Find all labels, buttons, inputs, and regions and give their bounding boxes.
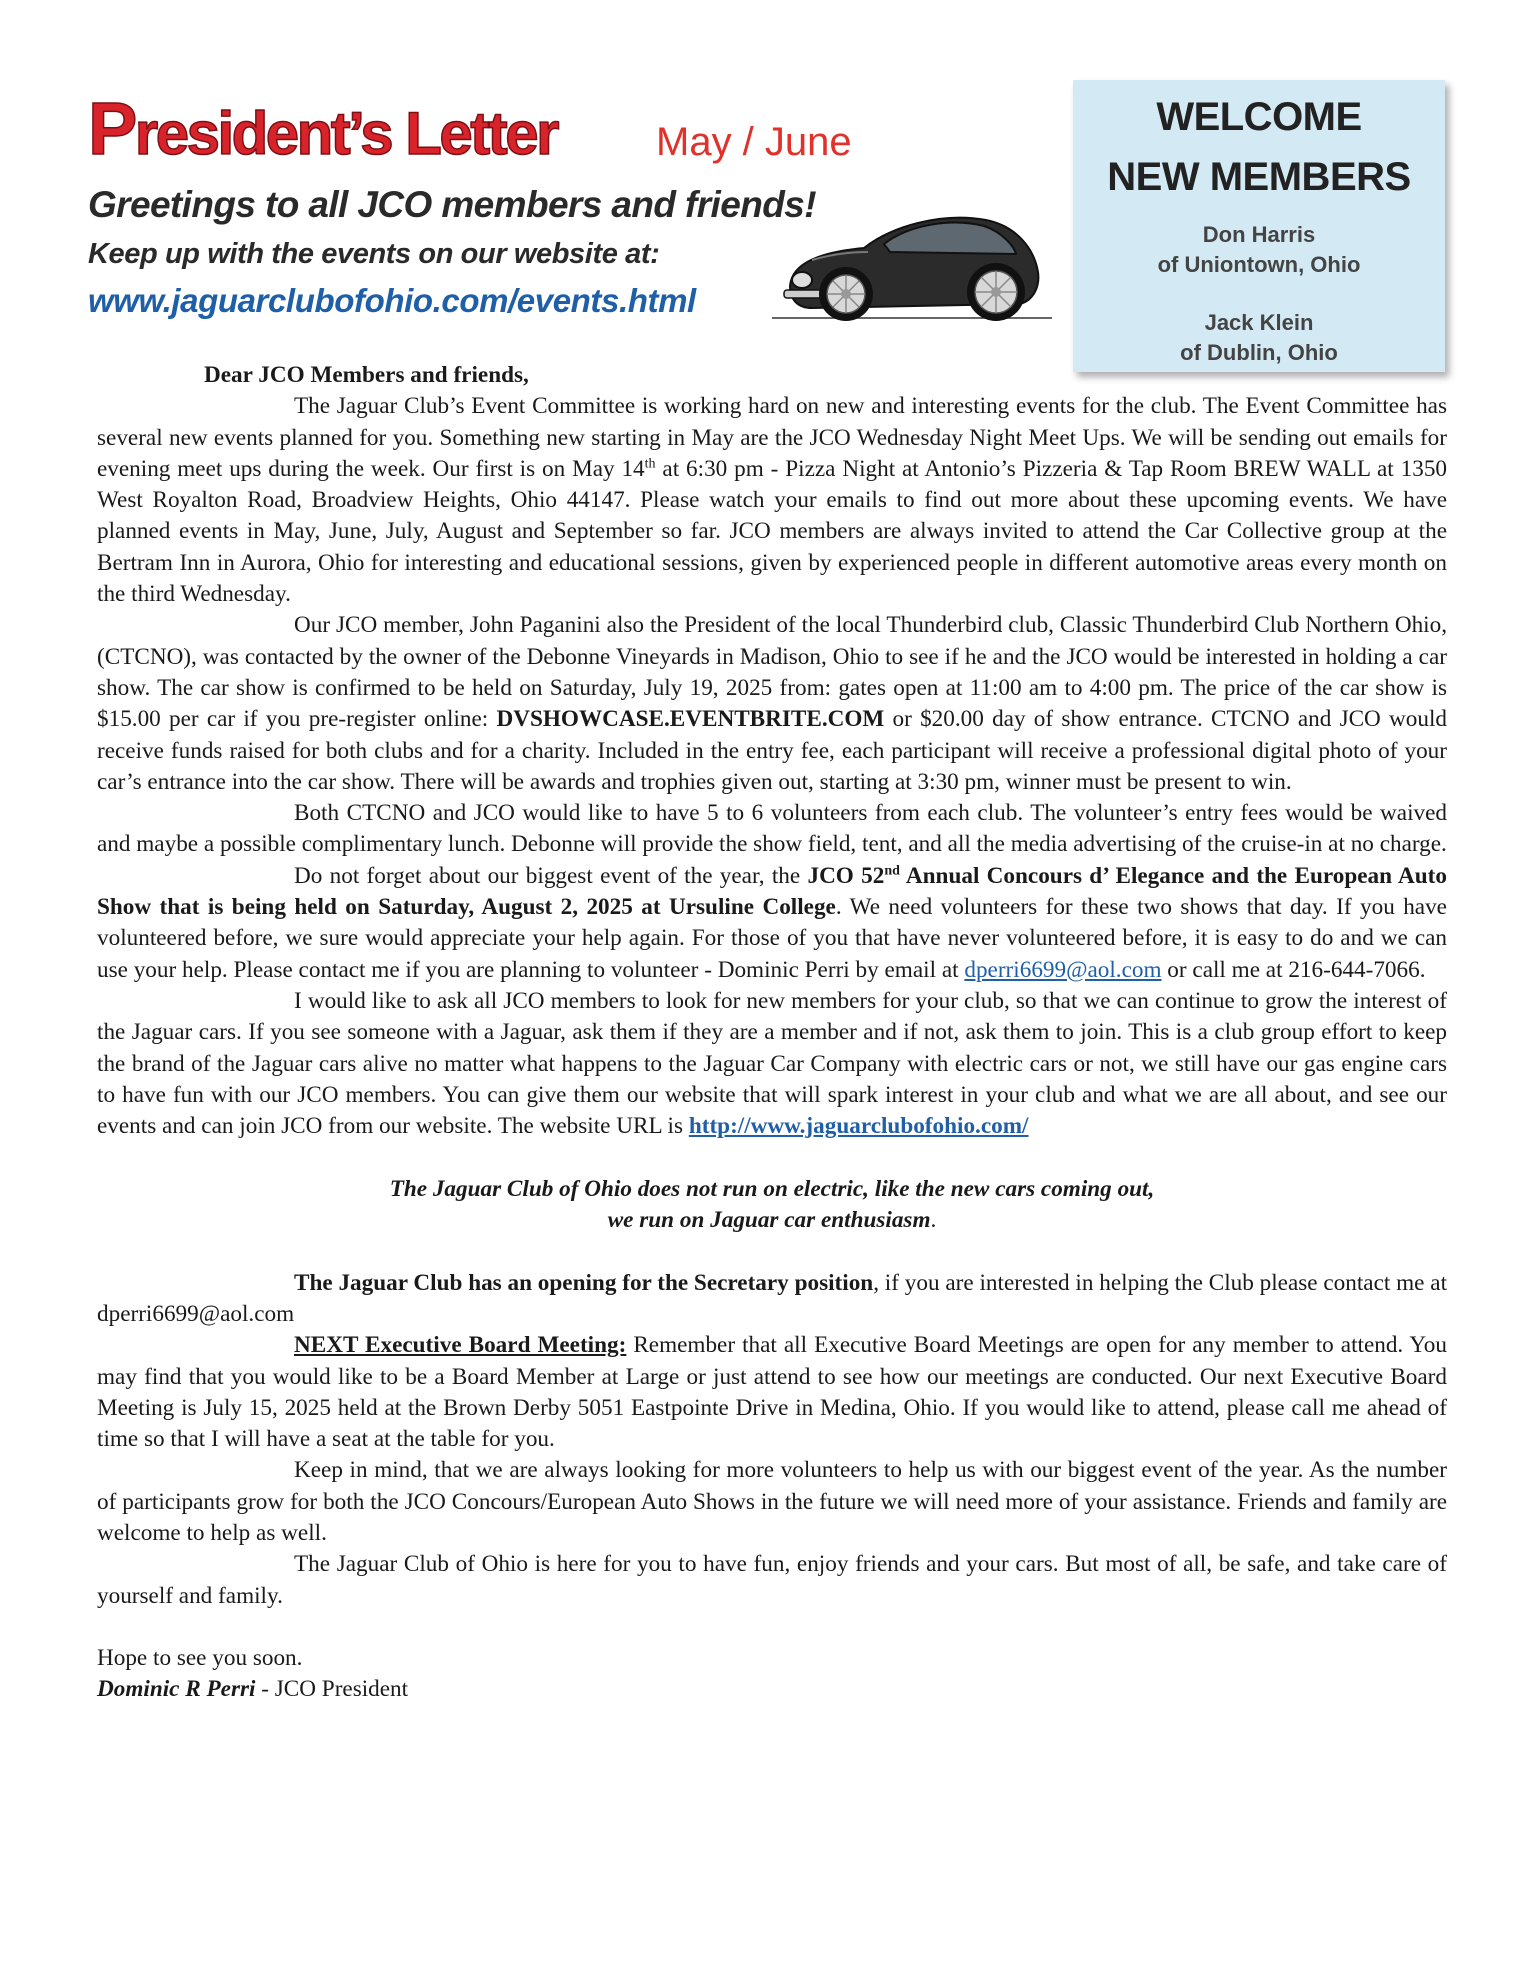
events-url-link[interactable]: www.jaguarclubofohio.com/events.html (88, 282, 696, 319)
spacer (97, 1612, 1447, 1643)
salutation: Dear JCO Members and friends, (204, 362, 529, 388)
paragraph-new-members (97, 986, 1447, 1142)
bold-text: Annual Concours d’ Elegance and the European Auto Show that is being held on Saturday, August 2, 2025 at Ursuline College (97, 862, 1447, 921)
punctuation: . (930, 1207, 937, 1234)
slogan-text: we run on Jaguar car enthusiasm (607, 1207, 931, 1234)
title-rest: resident’s Letter (134, 100, 557, 167)
paragraph-secretary (97, 1268, 1447, 1331)
paragraph-keep-in-mind: Keep in mind, that we are always looking for more volunteers to help us with our biggest event of the year. As the number of participants grow for both the JCO Concours/European Auto Shows in the future we will need more of your assistance. Friends and family are welcome to help as well. (97, 1457, 1447, 1546)
text: or $20.00 day of show entrance. CTCNO and JCO would receive funds raised for both clubs and for a charity. Included in the entry fee, each participant will receive a professional digital photo of your car’s entrance into the car show. There will be awards and trophies given out, starting at 3:30 pm, winner must be present to win. (97, 706, 1447, 795)
member-name: Don Harris (1202, 222, 1316, 247)
greeting-heading: Greetings to all JCO members and friends! (88, 184, 816, 225)
superscript: th (644, 456, 656, 472)
slogan-line-1: The Jaguar Club of Ohio does not run on electric, like the new cars coming out, (389, 1175, 1155, 1202)
paragraph-car-show (97, 610, 1447, 798)
welcome-new-members-box (1073, 80, 1445, 372)
paragraph-volunteers: Both CTCNO and JCO would like to have 5 to 6 volunteers from each club. The volunteer’s entry fees would be waived and maybe a possible complimentary lunch. Debonne will provide the show field, tent, and all the media advertising of the cruise-in at no charge. (97, 800, 1447, 858)
closing-line: Hope to see you soon. (97, 1645, 303, 1672)
registration-site: DVSHOWCASE.EVENTBRITE.COM (496, 706, 885, 733)
website-url-link[interactable]: http://www.jaguarclubofohio.com/ (688, 1113, 1029, 1140)
website-prompt: Keep up with the events on our website at: (88, 238, 660, 270)
text: I would like to ask all JCO members to look for new members for your club, so that we can continue to grow the interest of the Jaguar cars. If you see someone with a Jaguar, ask them if they are a member and if not, ask them to join. This is a club group effort to keep the brand of the Jaguar cars alive no matter what happens to the Jaguar Car Company with electric cars or not, we still have our gas engine cars to have fun with our JCO members. You can give them our website that will spark interest in your club and what we are all about, and see our events and can join JCO from our website. The website URL is (97, 987, 1447, 1140)
rear-wheel (967, 263, 1025, 321)
member-location: of Dublin, Ohio (1180, 340, 1338, 365)
text: Do not forget about our biggest event of the year, the (294, 862, 808, 889)
issue-label: May / June (656, 120, 852, 164)
paragraph-closing: The Jaguar Club of Ohio is here for you to have fun, enjoy friends and your cars. But most of all, be safe, and take care of yourself and family. (97, 1551, 1447, 1609)
text: or call me at 216-644-7066. (1161, 956, 1426, 983)
text: The Jaguar Club’s Event Committee is working hard on new and interesting events for the club. The Event Committee has several new events planned for you. Something new starting in May are the JCO Wednesday Night Meet Ups. We will be sending out emails for evening meet ups during the week. Our first is on May 14 (97, 393, 1447, 482)
letter-body (97, 360, 1447, 1706)
paragraph-concours (97, 861, 1447, 986)
text: . We need volunteers for these two shows that day. If you have volunteered before, we sure would appreciate your help again. For those of you that have never volunteered before, it is easy to do and we can use your help. Please contact me if you are planning to volunteer - Dominic Perri by email at (97, 894, 1447, 983)
email-link[interactable]: dperri6699@aol.com (964, 956, 1162, 983)
member-location: of Uniontown, Ohio (1157, 252, 1361, 277)
paragraph-events (97, 391, 1447, 610)
bold-text: The Jaguar Club has an opening for the Secretary position (294, 1269, 874, 1296)
front-wheel (819, 267, 873, 321)
slogan-line-2 (97, 1205, 1447, 1236)
superscript: nd (884, 863, 900, 879)
signature-title: - JCO President (255, 1676, 409, 1703)
text: , if you are interested in helping the Club please contact me at dperri6699@aol.com (97, 1269, 1448, 1327)
text: Remember that all Executive Board Meetings are open for any member to attend. You may find that you would like to be a Board Member at Large or just attend to see how our meetings are conducted. Our next Executive Board Meeting is July 15, 2025 held at the Brown Derby 5051 Eastpointe Drive in Medina, Ohio. If you would like to attend, please call me ahead of time so that I will have a seat at the table for you. (97, 1332, 1447, 1453)
welcome-heading: WELCOME (1156, 95, 1362, 139)
title-initial: P (88, 87, 135, 170)
signature (97, 1674, 1447, 1705)
spacer (97, 1236, 1447, 1267)
member-name: Jack Klein (1204, 310, 1314, 335)
section-heading: NEXT Executive Board Meeting: (294, 1332, 627, 1359)
spacer (97, 1142, 1447, 1173)
signature-name: Dominic R Perri (97, 1676, 256, 1703)
bold-text: JCO 52 (807, 862, 885, 889)
paragraph-board-meeting (97, 1330, 1447, 1455)
text: at 6:30 pm - Pizza Night at Antonio’s Pizzeria & Tap Room BREW WALL at 1350 West Royalton Road, Broadview Heights, Ohio 44147. Please watch your emails to find out more about these upcoming events. We have planned events in May, June, July, August and September so far. JCO members are always invited to attend the Car Collective group at the Bertram Inn in Aurora, Ohio for interesting and educational sessions, given by experienced people in different automotive areas every month on the third Wednesday. (97, 455, 1448, 608)
text: Our JCO member, John Paganini also the President of the local Thunderbird club, Classic Thunderbird Club Northern Ohio, (CTCNO), was contacted by the owner of the Debonne Vineyards in Madison, Ohio to see if he and the JCO would be interested in holding a car show. The car show is confirmed to be held on Saturday, July 19, 2025 from: gates open at 11:00 am to 4:00 pm. The price of the car show is $15.00 per car if you pre-register online: (97, 612, 1447, 733)
new-members-heading: NEW MEMBERS (1107, 155, 1411, 199)
page-title (88, 87, 557, 170)
jaguar-car-illustration (772, 190, 1052, 330)
